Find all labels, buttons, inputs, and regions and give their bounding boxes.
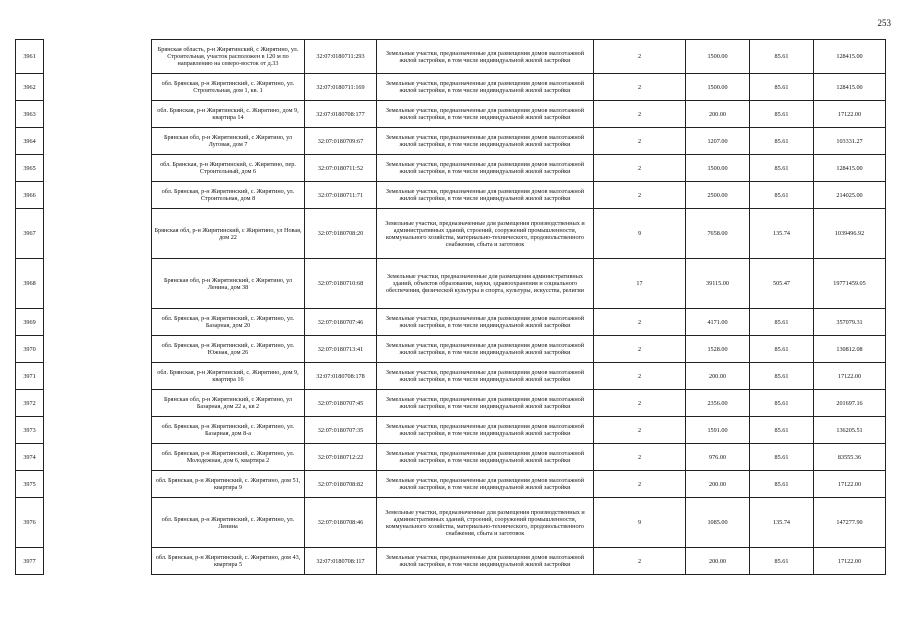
table-row [16,471,886,498]
table-row [16,259,886,309]
address-cell: обл. Брянская, р-н Жирятинский, с. Жирятино, ул. Южная, дом 26 [152,336,305,363]
cadastral-number-cell: 32:07:0180708:117 [305,548,377,575]
table-row [16,155,886,182]
area-cell: 7658.00 [686,209,750,259]
row-id-cell: 3968 [16,259,44,309]
spacer-cell [44,336,152,363]
cadastral-value-cell: 103331.27 [814,128,886,155]
rate-cell: 85.61 [750,128,814,155]
cadastral-number-cell: 32:07:0180711:169 [305,74,377,101]
cadastral-value-cell: 357079.31 [814,309,886,336]
row-id-cell: 3969 [16,309,44,336]
rate-cell: 85.61 [750,309,814,336]
land-use-cell: Земельные участки, предназначенные для размещения домов малоэтажной жилой застройки, в том числе индивидуальной жилой застройки [377,155,594,182]
spacer-cell [44,259,152,309]
land-use-cell: Земельные участки, предназначенные для размещения административных зданий, объектов образования, науки, здравоохранения и социального обеспечения, физической культуры и спорта, культуры, искусства, религии [377,259,594,309]
table-row [16,444,886,471]
cadastral-value-cell: 128415.00 [814,40,886,74]
land-use-cell: Земельные участки, предназначенные для размещения домов малоэтажной жилой застройки, в том числе индивидуальной жилой застройки [377,390,594,417]
cadastral-number-cell: 32:07:0180707:35 [305,417,377,444]
cadastral-value-cell: 147277.90 [814,498,886,548]
rate-cell: 85.61 [750,336,814,363]
rate-cell: 85.61 [750,444,814,471]
cadastral-value-cell: 17122.00 [814,471,886,498]
land-use-cell: Земельные участки, предназначенные для размещения домов малоэтажной жилой застройки, в том числе индивидуальной жилой застройки [377,363,594,390]
spacer-cell [44,209,152,259]
area-cell: 1500.00 [686,155,750,182]
group-cell: 2 [594,363,686,390]
rate-cell: 85.61 [750,390,814,417]
group-cell: 17 [594,259,686,309]
rate-cell: 85.61 [750,363,814,390]
group-cell: 2 [594,417,686,444]
cadastral-value-cell: 136205.51 [814,417,886,444]
area-cell: 39115.00 [686,259,750,309]
area-cell: 1528.00 [686,336,750,363]
address-cell: обл. Брянская, р-н Жирятинский, с. Жирятино, пер. Строительный, дом 6 [152,155,305,182]
table-row [16,74,886,101]
table-row [16,40,886,74]
land-use-cell: Земельные участки, предназначенные для размещения домов малоэтажной жилой застройки, в том числе индивидуальной жилой застройки [377,128,594,155]
cadastral-value-table [15,39,886,575]
area-cell: 1085.00 [686,498,750,548]
area-cell: 2500.00 [686,182,750,209]
table-body [16,40,886,575]
rate-cell: 135.74 [750,209,814,259]
address-cell: обл. Брянская, р-н Жирятинский, с. Жирятино, дом 51, квартира 9 [152,471,305,498]
row-id-cell: 3962 [16,74,44,101]
spacer-cell [44,444,152,471]
area-cell: 2356.00 [686,390,750,417]
cadastral-number-cell: 32:07:0180711:293 [305,40,377,74]
row-id-cell: 3964 [16,128,44,155]
cadastral-value-cell: 83555.36 [814,444,886,471]
spacer-cell [44,40,152,74]
table-row [16,128,886,155]
spacer-cell [44,128,152,155]
cadastral-value-cell: 201697.16 [814,390,886,417]
land-use-cell: Земельные участки, предназначенные для размещения домов малоэтажной жилой застройки, в том числе индивидуальной жилой застройки [377,336,594,363]
group-cell: 2 [594,182,686,209]
land-use-cell: Земельные участки, предназначенные для размещения домов малоэтажной жилой застройки, в том числе индивидуальной жилой застройки [377,40,594,74]
group-cell: 2 [594,128,686,155]
cadastral-number-cell: 32:07:0180713:41 [305,336,377,363]
land-use-cell: Земельные участки, предназначенные для размещения домов малоэтажной жилой застройки, в том числе индивидуальной жилой застройки [377,471,594,498]
area-cell: 200.00 [686,548,750,575]
cadastral-value-cell: 17122.00 [814,101,886,128]
group-cell: 9 [594,498,686,548]
land-use-cell: Земельные участки, предназначенные для размещения домов малоэтажной жилой застройки, в том числе индивидуальной жилой застройки [377,417,594,444]
spacer-cell [44,548,152,575]
group-cell: 2 [594,471,686,498]
row-id-cell: 3966 [16,182,44,209]
address-cell: обл. Брянская, р-н Жирятинский, с. Жирятино, ул. Строительная, дом 8 [152,182,305,209]
row-id-cell: 3973 [16,417,44,444]
cadastral-value-cell: 19771459.05 [814,259,886,309]
cadastral-number-cell: 32:07:0180711:71 [305,182,377,209]
rate-cell: 85.61 [750,40,814,74]
address-cell: обл. Брянская, р-н Жирятинский, с. Жирятино, ул. Базарная, дом 20 [152,309,305,336]
group-cell: 2 [594,101,686,128]
land-use-cell: Земельные участки, предназначенные для размещения домов малоэтажной жилой застройки, в том числе индивидуальной жилой застройки [377,182,594,209]
address-cell: обл. Брянская, р-н Жирятинский, с. Жирятино, ул. Ленина [152,498,305,548]
rate-cell: 85.61 [750,101,814,128]
table-row [16,336,886,363]
rate-cell: 85.61 [750,182,814,209]
cadastral-value-cell: 214025.00 [814,182,886,209]
cadastral-number-cell: 32:07:0180712:22 [305,444,377,471]
land-use-cell: Земельные участки, предназначенные для размещения производственных и административных зданий, строений, сооружений промышленности, коммунального хозяйства, материально-технического, продовольственного снабжения, сбыта и заготовок [377,498,594,548]
group-cell: 2 [594,444,686,471]
cadastral-value-cell: 128415.00 [814,74,886,101]
group-cell: 2 [594,390,686,417]
table-row [16,390,886,417]
rate-cell: 85.61 [750,74,814,101]
group-cell: 2 [594,309,686,336]
cadastral-value-cell: 130812.08 [814,336,886,363]
area-cell: 1591.00 [686,417,750,444]
group-cell: 2 [594,40,686,74]
area-cell: 4171.00 [686,309,750,336]
land-use-cell: Земельные участки, предназначенные для размещения домов малоэтажной жилой застройки, в том числе индивидуальной жилой застройки [377,548,594,575]
area-cell: 200.00 [686,363,750,390]
table-row [16,309,886,336]
cadastral-value-cell: 17122.00 [814,363,886,390]
group-cell: 9 [594,209,686,259]
row-id-cell: 3977 [16,548,44,575]
address-cell: обл. Брянская, р-н Жирятинский, с. Жирятино, дом 9, квартира 16 [152,363,305,390]
rate-cell: 85.61 [750,155,814,182]
table-row [16,182,886,209]
cadastral-number-cell: 32:07:0180711:52 [305,155,377,182]
area-cell: 200.00 [686,101,750,128]
table-row [16,498,886,548]
spacer-cell [44,74,152,101]
spacer-cell [44,155,152,182]
cadastral-number-cell: 32:07:0180708:177 [305,101,377,128]
rate-cell: 85.61 [750,471,814,498]
row-id-cell: 3965 [16,155,44,182]
spacer-cell [44,182,152,209]
address-cell: обл. Брянская, р-н Жирятинский, с. Жирятино, ул. Базарная, дом 8-а [152,417,305,444]
address-cell: Брянская обл, р-н Жирятинский, с Жирятино, ул Базарная, дом 22 а, кв 2 [152,390,305,417]
table-row [16,548,886,575]
cadastral-value-cell: 17122.00 [814,548,886,575]
cadastral-number-cell: 32:07:0180709:67 [305,128,377,155]
area-cell: 200.00 [686,471,750,498]
address-cell: Брянская обл, р-н Жирятинский, с Жирятино, ул Новая, дом 22 [152,209,305,259]
table-row [16,101,886,128]
address-cell: Брянская область, р-н Жирятинский, с Жирятино, ул. Строительная, участок расположен в 120 м по направлению на северо-восток от д.33 [152,40,305,74]
address-cell: обл. Брянская, р-н Жирятинский, с. Жирятино, ул. Строительная, дом 1, кв. 1 [152,74,305,101]
rate-cell: 135.74 [750,498,814,548]
row-id-cell: 3963 [16,101,44,128]
address-cell: обл. Брянская, р-н Жирятинский, с. Жирятино, ул. Молодежная, дом 6, квартира 2 [152,444,305,471]
cadastral-value-cell: 128415.00 [814,155,886,182]
land-use-cell: Земельные участки, предназначенные для размещения домов малоэтажной жилой застройки, в том числе индивидуальной жилой застройки [377,309,594,336]
row-id-cell: 3972 [16,390,44,417]
group-cell: 2 [594,155,686,182]
cadastral-value-cell: 1039496.92 [814,209,886,259]
area-cell: 1500.00 [686,40,750,74]
rate-cell: 85.61 [750,548,814,575]
spacer-cell [44,390,152,417]
spacer-cell [44,101,152,128]
spacer-cell [44,471,152,498]
table-row [16,363,886,390]
group-cell: 2 [594,548,686,575]
address-cell: Брянская обл, р-н Жирятинский, с Жирятино, ул Луговая, дом 7 [152,128,305,155]
spacer-cell [44,363,152,390]
land-use-cell: Земельные участки, предназначенные для размещения домов малоэтажной жилой застройки, в том числе индивидуальной жилой застройки [377,74,594,101]
land-use-cell: Земельные участки, предназначенные для размещения домов малоэтажной жилой застройки, в том числе индивидуальной жилой застройки [377,444,594,471]
cadastral-number-cell: 32:07:0180707:45 [305,390,377,417]
row-id-cell: 3961 [16,40,44,74]
area-cell: 976.00 [686,444,750,471]
cadastral-number-cell: 32:07:0180708:46 [305,498,377,548]
row-id-cell: 3974 [16,444,44,471]
cadastral-number-cell: 32:07:0180710:68 [305,259,377,309]
cadastral-number-cell: 32:07:0180708:178 [305,363,377,390]
group-cell: 2 [594,74,686,101]
group-cell: 2 [594,336,686,363]
spacer-cell [44,498,152,548]
area-cell: 1500.00 [686,74,750,101]
row-id-cell: 3967 [16,209,44,259]
area-cell: 1207.00 [686,128,750,155]
address-cell: обл. Брянская, р-н Жирятинский, с. Жирятино, дом 43, квартира 5 [152,548,305,575]
table-row [16,209,886,259]
cadastral-number-cell: 32:07:0180708:82 [305,471,377,498]
address-cell: обл. Брянская, р-н Жирятинский, с. Жирятино, дом 9, квартира 14 [152,101,305,128]
row-id-cell: 3970 [16,336,44,363]
spacer-cell [44,309,152,336]
cadastral-number-cell: 32:07:0180707:46 [305,309,377,336]
row-id-cell: 3976 [16,498,44,548]
page-number: 253 [877,18,891,28]
table-row [16,417,886,444]
land-use-cell: Земельные участки, предназначенные для размещения производственных и административных зданий, строений, сооружений промышленности, коммунального хозяйства, материально-технического, продовольственного снабжения, сбыта и заготовок [377,209,594,259]
land-use-cell: Земельные участки, предназначенные для размещения домов малоэтажной жилой застройки, в том числе индивидуальной жилой застройки [377,101,594,128]
rate-cell: 85.61 [750,417,814,444]
spacer-cell [44,417,152,444]
cadastral-number-cell: 32:07:0180708:20 [305,209,377,259]
row-id-cell: 3971 [16,363,44,390]
address-cell: Брянская обл, р-н Жирятинский, с Жирятино, ул Ленина, дом 38 [152,259,305,309]
rate-cell: 505.47 [750,259,814,309]
row-id-cell: 3975 [16,471,44,498]
